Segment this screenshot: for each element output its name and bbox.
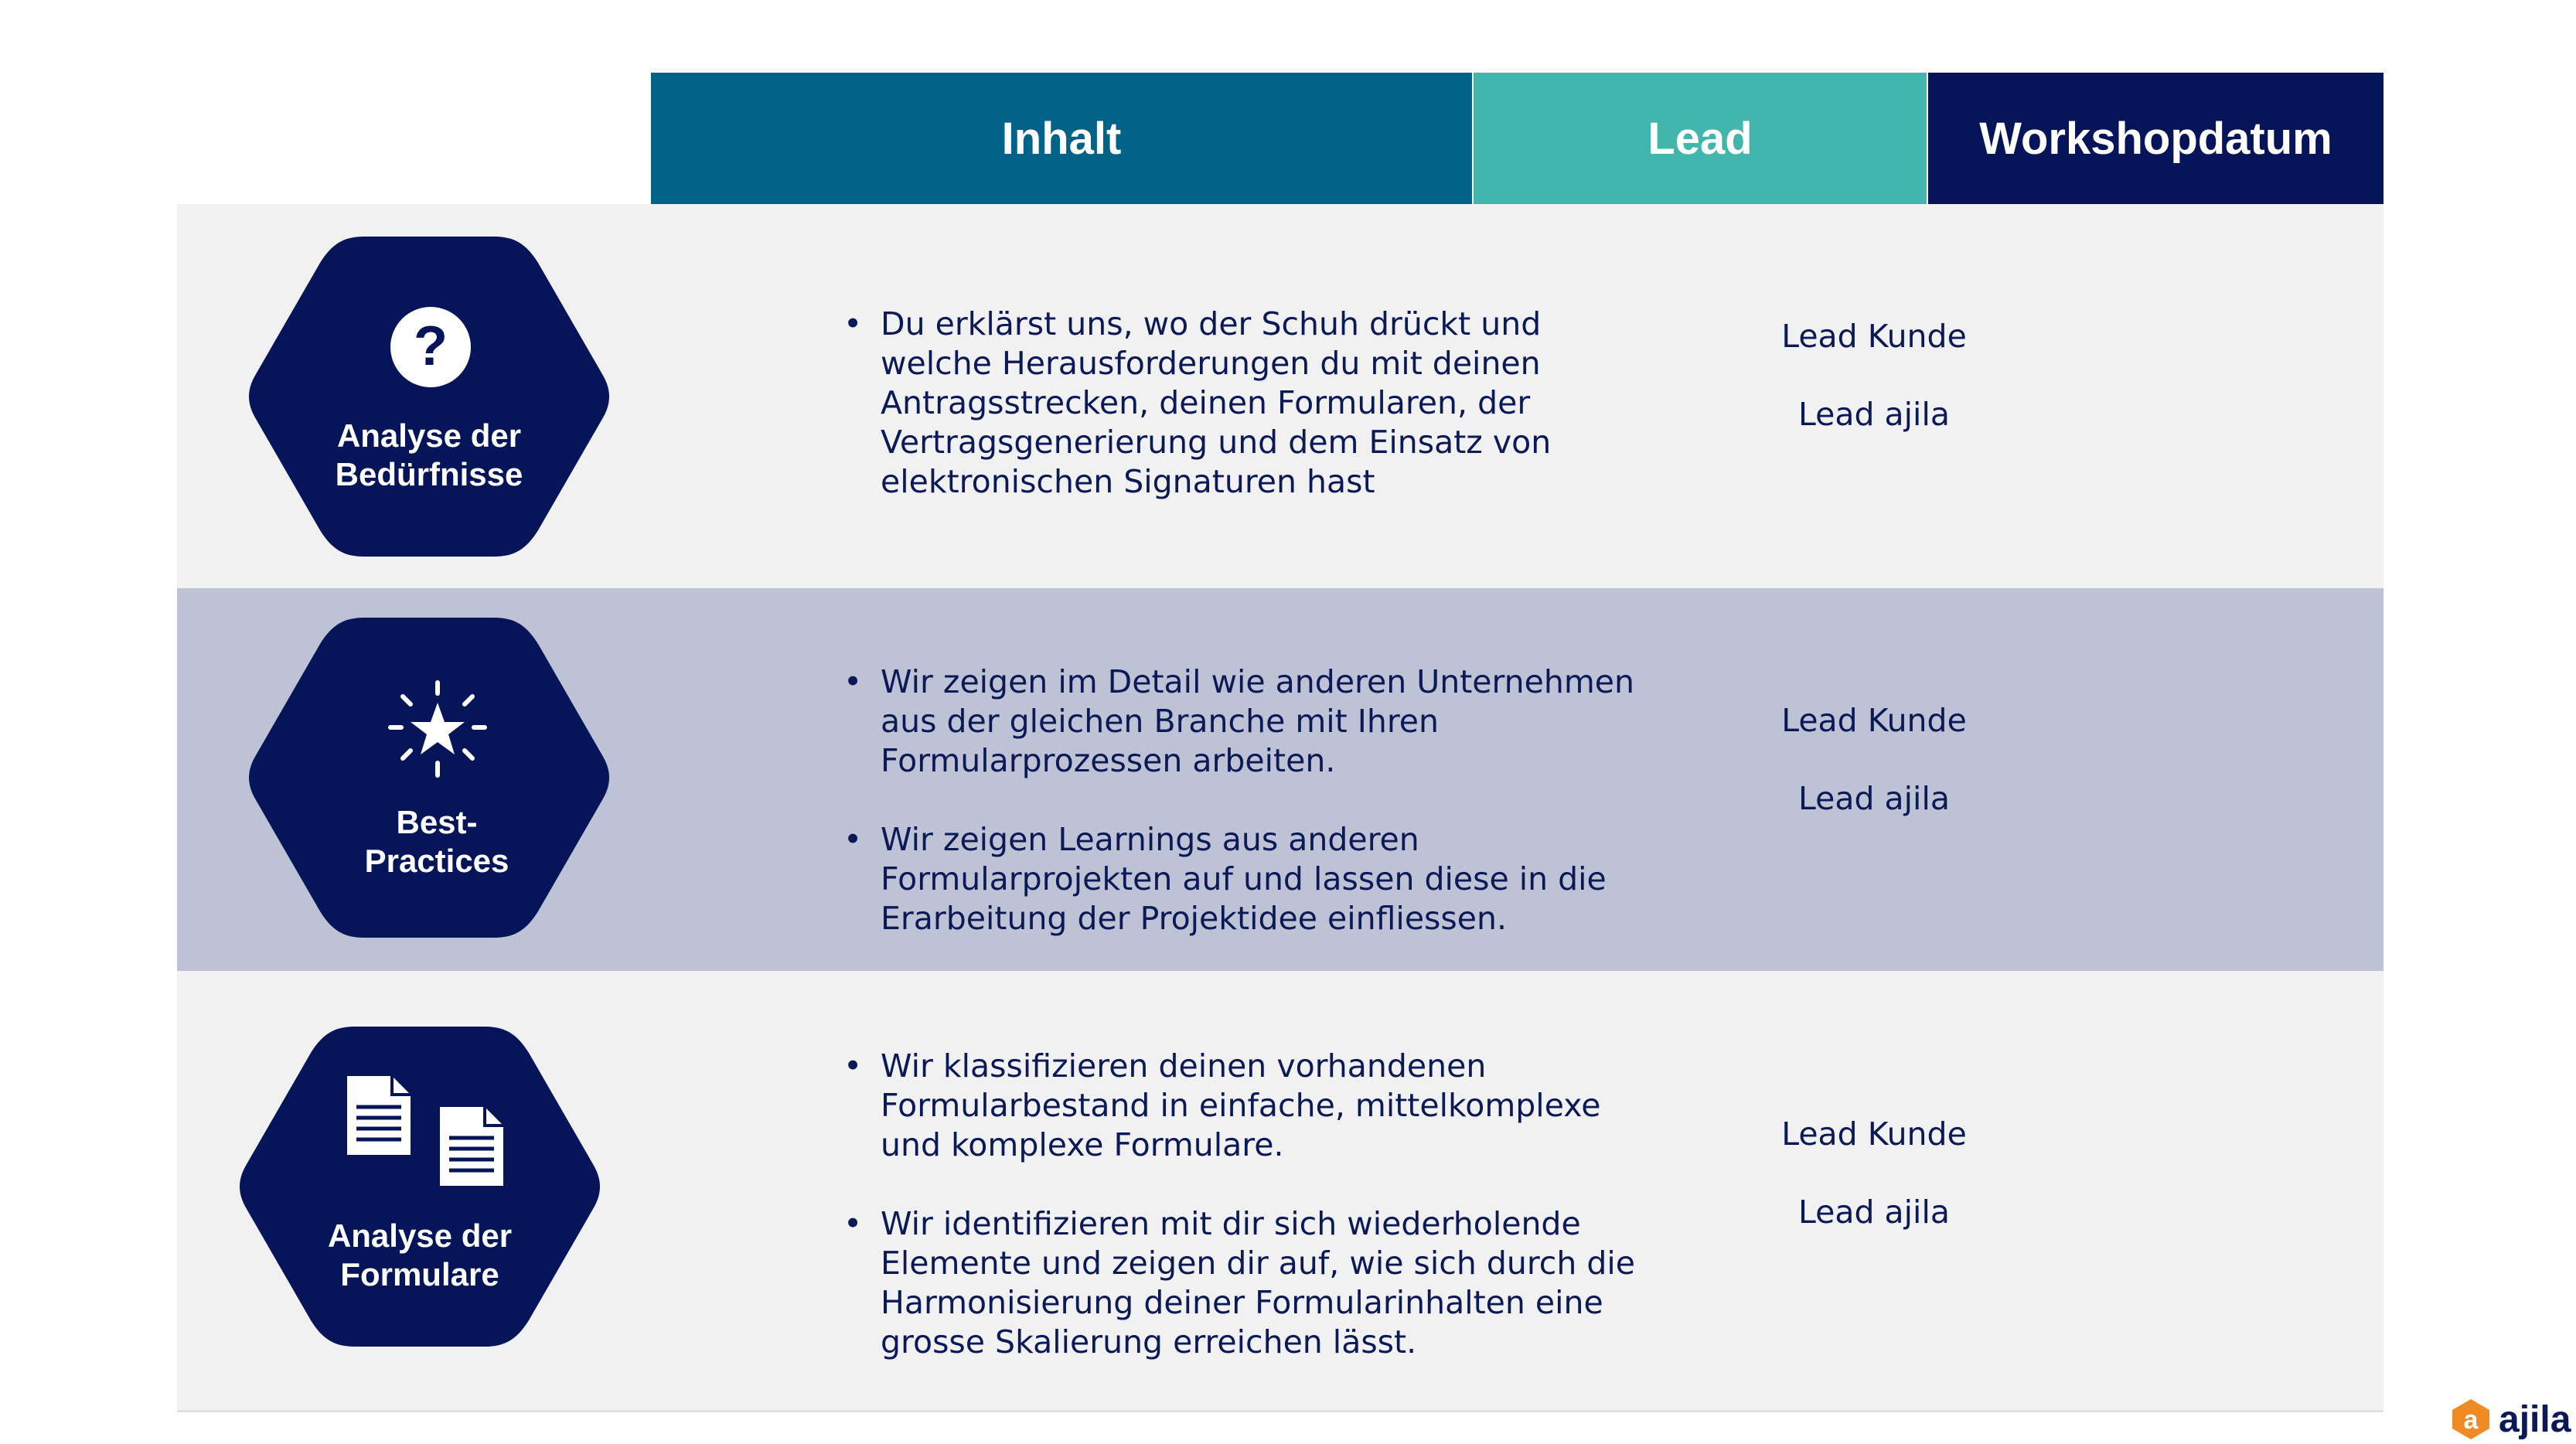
lead-ajila: Lead ajila: [1798, 780, 1950, 817]
badge-label: Analyse der Formulare: [327, 1218, 513, 1292]
lead-kunde: Lead Kunde: [1781, 318, 1967, 355]
lead-kunde: Lead Kunde: [1781, 1115, 1967, 1153]
logo-text: ajila: [2499, 1398, 2571, 1440]
header-inhalt: Inhalt: [651, 73, 1472, 204]
lead-cell: [1470, 1115, 2278, 1232]
badge-label: Analyse der Bedürfnisse: [335, 417, 523, 492]
badge-analyse-beduerfnisse: [248, 237, 610, 557]
svg-text:a: a: [2463, 1405, 2479, 1435]
ajila-logo: [2449, 1396, 2571, 1442]
lead-ajila: Lead ajila: [1798, 1194, 1950, 1231]
header-workshopdatum: Workshopdatum: [1928, 73, 2383, 204]
question-icon: [388, 305, 473, 390]
bullet-item: • Wir zeigen im Detail wie anderen Unternehmen aus der gleichen Branche mit Ihren Formularprozessen arbeiten.: [843, 662, 1640, 781]
star-burst-icon: [387, 679, 488, 780]
header-lead: Lead: [1474, 73, 1927, 204]
badge-best-practices: [248, 618, 610, 938]
ajila-logo-icon: [2449, 1398, 2493, 1441]
svg-text:?: ?: [414, 315, 448, 377]
badge-analyse-formulare: [239, 1027, 601, 1347]
badge-label: Best- Practices: [364, 804, 509, 879]
bullet-item: • Wir identifizieren mit dir sich wiederholende Elemente und zeigen dir auf, wie sich durch die Harmonisierung deiner Formularinhalten eine grosse Skalierung erreichen lässt.: [843, 1204, 1640, 1362]
table-row-analyse-formulare: [177, 971, 2383, 1412]
lead-cell: [1470, 701, 2278, 819]
bullet-item: • Du erklärst uns, wo der Schuh drückt und welche Herausforderungen du mit deinen Antragsstrecken, deinen Formularen, der Vertragsgenerierung und dem Einsatz von elektronischen Signaturen hast: [843, 305, 1640, 502]
lead-cell: [1470, 317, 2278, 434]
documents-icon: [344, 1073, 506, 1189]
table-row-analyse-beduerfnisse: [177, 204, 2383, 588]
bullet-item: • Wir klassifizieren deinen vorhandenen Formularbestand in einfache, mittelkomplexe und komplexe Formulare.: [843, 1047, 1640, 1165]
lead-ajila: Lead ajila: [1798, 396, 1950, 433]
lead-kunde: Lead Kunde: [1781, 702, 1967, 739]
bullet-item: • Wir zeigen Learnings aus anderen Formularprojekten auf und lassen diese in die Erarbeitung der Projektidee einfliessen.: [843, 820, 1640, 938]
table-row-best-practices: [177, 588, 2383, 971]
